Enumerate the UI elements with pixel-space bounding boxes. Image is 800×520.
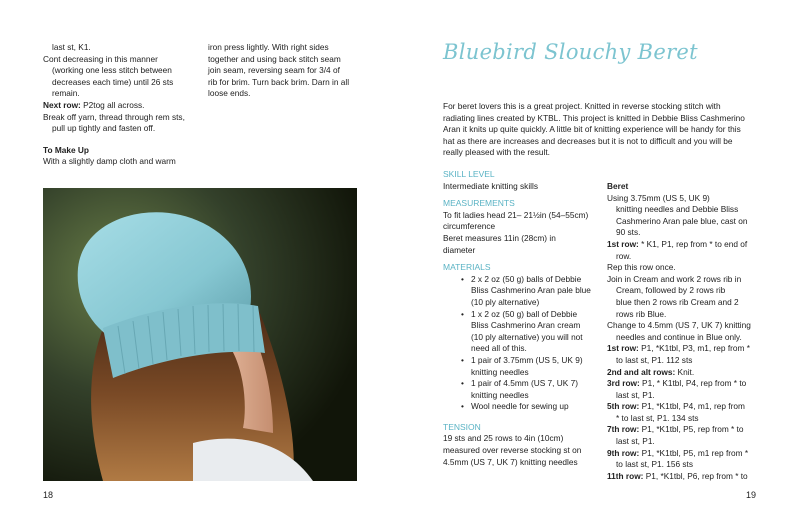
- intro-line: hat as there are increases and decreases but it is not to difficult and you will be: [443, 135, 733, 146]
- row-text: Change to 4.5mm (US 7, UK 7) knitting: [607, 320, 751, 331]
- skill-level-text: Intermediate knitting skills: [443, 180, 538, 191]
- row-text: P1, * K1tbl, P4, rep from * to: [639, 378, 747, 389]
- material-line: • 1 pair of 4.5mm (US 7, UK 7): [471, 378, 578, 389]
- pattern-row-line: [607, 227, 767, 239]
- beret-heading: Beret: [607, 181, 629, 191]
- material-line: • 1 x 2 oz (50 g) ball of Debbie: [471, 308, 578, 319]
- material-line: need all of this.: [471, 343, 527, 354]
- pattern-row-line: [607, 459, 767, 471]
- tension-text: [443, 433, 601, 468]
- pattern-row-line: [607, 424, 767, 436]
- next-row-label: Next row:: [43, 99, 81, 110]
- instruction-line: together and using back stitch seam: [208, 53, 341, 64]
- materials-heading: MATERIALS: [443, 262, 491, 273]
- material-item: [443, 274, 601, 309]
- measurement-line: Beret measures 11in (28cm) in: [443, 232, 556, 243]
- left-column-1: [43, 42, 198, 168]
- pattern-row-line: [607, 343, 767, 355]
- row-text: last st, P1.: [616, 389, 655, 400]
- pattern-row-line: [607, 251, 767, 263]
- right-column-2: [607, 181, 767, 482]
- material-line: (10 ply alternative) you will not: [471, 331, 583, 342]
- intro-line: really pleased with the result.: [443, 147, 550, 158]
- material-line: • 1 pair of 3.75mm (US 5, UK 9): [471, 354, 583, 365]
- measurements-text: [443, 210, 601, 256]
- instruction-line: join seam, reversing seam for 3/4 of: [208, 65, 340, 76]
- measurement-line: circumference: [443, 221, 496, 232]
- row-label: 2nd and alt rows:: [607, 366, 676, 377]
- row-text: P1, *K1tbl, P3, m1, rep from *: [638, 343, 750, 354]
- materials-list: [443, 274, 601, 413]
- measurement-line: To fit ladies head 21– 21½in (54–55cm): [443, 209, 589, 220]
- instruction-line: remain.: [52, 88, 80, 99]
- break-instructions: [43, 112, 198, 135]
- pattern-row-line: [607, 204, 767, 216]
- row-text: * to last st, P1. 134 sts: [616, 412, 699, 423]
- tension-line: 4.5mm (US 7, UK 7) knitting needles: [443, 456, 578, 467]
- row-label: 11th row:: [607, 470, 644, 481]
- row-label: 9th row:: [607, 447, 640, 458]
- pattern-row-line: [607, 448, 767, 460]
- next-row-line: [43, 100, 198, 112]
- instruction-line: (working one less stitch between: [52, 65, 172, 76]
- pattern-row-line: [607, 297, 767, 309]
- pattern-row-line: [607, 285, 767, 297]
- pattern-row-line: [607, 401, 767, 413]
- row-label: 7th row:: [607, 424, 640, 435]
- material-item: [443, 378, 601, 401]
- row-text: Join in Cream and work 2 rows rib in: [607, 273, 742, 284]
- beret-instructions: [607, 193, 767, 483]
- tension-line: 19 sts and 25 rows to 4in (10cm): [443, 433, 564, 444]
- pattern-row-line: [607, 262, 767, 274]
- pattern-row-line: [607, 239, 767, 251]
- material-line: Bliss Cashmerino Aran pale blue: [471, 285, 591, 296]
- pattern-row-line: [607, 390, 767, 402]
- material-item: [443, 355, 601, 378]
- row-text: blue then 2 rows rib Cream and 2: [616, 296, 739, 307]
- next-row-text: P2tog all across.: [80, 99, 145, 110]
- row-text: Rep this row once.: [607, 262, 676, 273]
- pattern-row-line: [607, 355, 767, 367]
- instruction-line: loose ends.: [208, 88, 251, 99]
- pattern-row-line: [607, 378, 767, 390]
- material-line: • 2 x 2 oz (50 g) balls of Debbie: [471, 273, 582, 284]
- decrease-instructions: [43, 42, 198, 100]
- row-label: 1st row:: [607, 343, 639, 354]
- material-line: knitting needles: [471, 389, 529, 400]
- pattern-row-line: [607, 332, 767, 344]
- instruction-line: decreases each time) until 26 sts: [52, 76, 174, 87]
- right-column-1: [443, 169, 601, 468]
- pattern-row-line: [607, 413, 767, 425]
- instruction-line: pull up tightly and fasten off.: [52, 123, 156, 134]
- instruction-line: Break off yarn, thread through rem sts,: [43, 111, 185, 122]
- material-line: (10 ply alternative): [471, 296, 540, 307]
- material-item: [443, 401, 601, 413]
- pattern-row-line: [607, 367, 767, 379]
- right-page: [400, 0, 800, 520]
- row-text: 90 sts.: [616, 227, 641, 238]
- row-text: Knit.: [675, 366, 695, 377]
- model-wearing-beret-illustration: [43, 188, 357, 481]
- row-text: P1, *K1tbl, P4, m1, rep from: [639, 401, 745, 412]
- material-item: [443, 309, 601, 355]
- row-text: knitting needles and Debbie Bliss: [616, 204, 739, 215]
- row-text: to last st, P1. 112 sts: [616, 354, 693, 365]
- row-text: needles and continue in Blue only.: [616, 331, 742, 342]
- pattern-row-line: [607, 309, 767, 321]
- pattern-row-line: [607, 193, 767, 205]
- material-line: knitting needles: [471, 366, 529, 377]
- instruction-line: iron press lightly. With right sides: [208, 42, 329, 52]
- pattern-row-line: [607, 320, 767, 332]
- row-text: P1, *K1tbl, P5, rep from * to: [639, 424, 744, 435]
- row-label: 5th row:: [607, 401, 640, 412]
- instruction-line: last st, K1.: [52, 42, 91, 52]
- material-line: • Wool needle for sewing up: [471, 401, 569, 412]
- row-text: last st, P1.: [616, 436, 655, 447]
- pattern-row-line: [607, 216, 767, 228]
- make-up-text: With a slightly damp cloth and warm: [43, 156, 176, 167]
- row-text: Cashmerino Aran pale blue, cast on: [616, 215, 748, 226]
- row-text: row.: [616, 250, 632, 261]
- page-number-left: 18: [43, 490, 54, 500]
- intro-line: radiating lines created by KTBL. This project is knitted in Debbie Bliss Cashmerino: [443, 112, 745, 123]
- intro-paragraph: [443, 101, 773, 159]
- tension-line: measured over reverse stocking st on: [443, 445, 582, 456]
- row-text: P1, *K1tbl, P6, rep from * to: [643, 470, 748, 481]
- pattern-row-line: [607, 436, 767, 448]
- row-text: Cream, followed by 2 rows rib: [616, 285, 726, 296]
- skill-level-heading: SKILL LEVEL: [443, 169, 495, 179]
- intro-line: For beret lovers this is a great project. Knitted in reverse stocking stitch with: [443, 101, 721, 111]
- pattern-row-line: [607, 274, 767, 286]
- row-text: * K1, P1, rep from * to end of: [638, 238, 748, 249]
- measurement-line: diameter: [443, 244, 476, 255]
- make-up-heading: To Make Up: [43, 144, 89, 155]
- row-text: Using 3.75mm (US 5, UK 9): [607, 192, 710, 203]
- make-up-continued: [208, 42, 368, 100]
- row-label: 1st row:: [607, 238, 639, 249]
- page-number-right: 19: [746, 490, 757, 500]
- tension-heading: TENSION: [443, 421, 481, 432]
- row-text: to last st, P1. 156 sts: [616, 459, 694, 470]
- intro-line: Aran it knits up quite quickly. A little bit of knitting experience will be handy for this: [443, 124, 741, 135]
- row-text: P1, *K1tbl, P5, m1 rep from *: [639, 447, 749, 458]
- material-line: Bliss Cashmerino Aran cream: [471, 320, 581, 331]
- left-column-2: [208, 42, 368, 100]
- beret-photo: [43, 188, 357, 481]
- measurements-heading: MEASUREMENTS: [443, 198, 515, 209]
- instruction-line: rib for brim. Turn back brim. Darn in all: [208, 76, 350, 87]
- row-text: rows rib Blue.: [616, 308, 667, 319]
- pattern-title: Bluebird Slouchy Beret: [443, 40, 698, 64]
- pattern-row-line: [607, 471, 767, 483]
- instruction-line: Cont decreasing in this manner: [43, 53, 158, 64]
- row-label: 3rd row:: [607, 378, 640, 389]
